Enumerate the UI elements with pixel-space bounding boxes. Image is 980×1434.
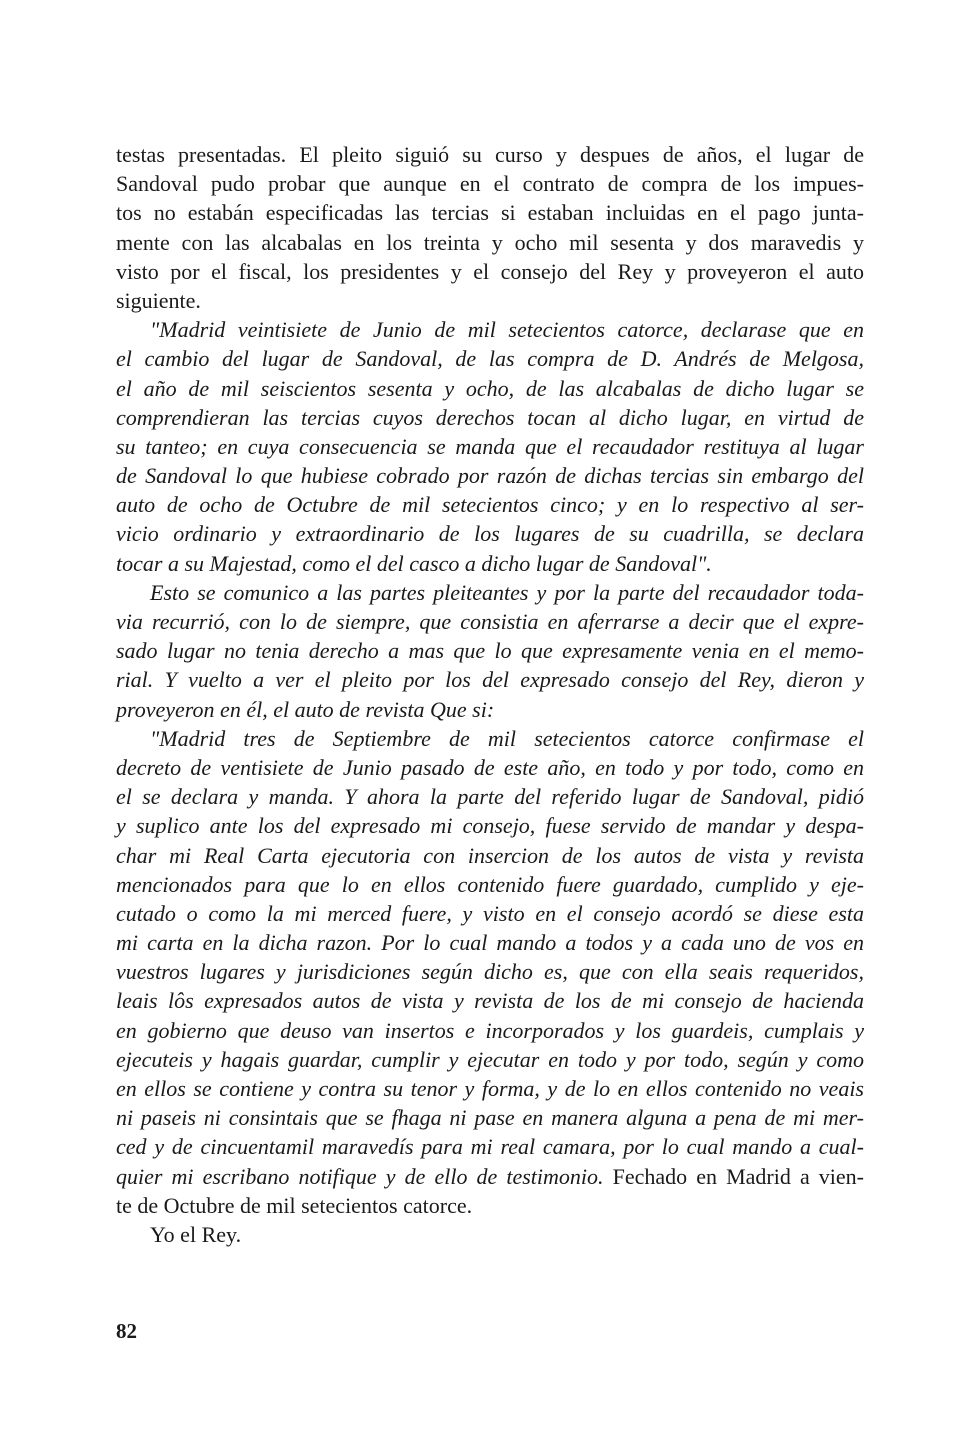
text-line: el año de mil seiscientos sesenta y ocho, de las alcabalas de dicho lugar se	[116, 375, 864, 401]
text-line: siguiente.	[116, 287, 201, 313]
text-line: en gobierno que deuso van insertos e incorporados y los guardeis, cumplais y	[116, 1017, 864, 1043]
text-line: comprendieran las tercias cuyos derechos tocan al dicho lugar, en virtud de	[116, 404, 864, 430]
text-line: Sandoval pudo probar que aunque en el contrato de compra de los impues-	[116, 171, 864, 197]
text-line: visto por el fiscal, los presidentes y el consejo del Rey y proveyeron el auto	[116, 258, 864, 284]
text-line-roman-part: Fechado en Madrid a vien-	[603, 1163, 864, 1189]
text-line: testas presentadas. El pleito siguió su curso y despues de años, el lugar de	[116, 142, 864, 167]
text-line: "Madrid tres de Septiembre de mil setecientos catorce confirmase el	[150, 725, 864, 751]
text-line: y suplico ante los del expresado mi consejo, fuese servido de mandar y despa-	[116, 813, 864, 839]
text-line: proveyeron en él, el auto de revista Que si:	[116, 696, 495, 722]
text-line: el se declara y manda. Y ahora la parte del referido lugar de Sandoval, pidió	[116, 784, 864, 810]
text-line: via recurrió, con lo de siempre, que consistia en aferrarse a decir que el expre-	[116, 609, 864, 634]
page-number: 82	[116, 1319, 137, 1343]
text-line: vicio ordinario y extraordinario de los lugares de su cuadrilla, se declara	[116, 521, 864, 547]
text-line: rial. Y vuelto a ver el pleito por los del expresado consejo del Rey, dieron y	[116, 667, 864, 693]
text-line: mi carta en la dicha razon. Por lo cual mando a todos y a cada uno de vos en	[116, 930, 864, 956]
text-line: su tanteo; en cuya consecuencia se manda que el recaudador restituya al lugar	[116, 433, 864, 459]
paragraph	[116, 724, 864, 1220]
text-line: decreto de ventisiete de Junio pasado de este año, en todo y por todo, como en	[116, 754, 864, 780]
text-line: ejecuteis y hagais guardar, cumplir y ejecutar en todo y por todo, según y como	[116, 1046, 864, 1072]
text-line: sado lugar no tenia derecho a mas que lo que expresamente venia en el memo-	[116, 638, 864, 664]
text-line: "Madrid veintisiete de Junio de mil setecientos catorce, declarase que en	[150, 317, 864, 343]
text-line: vuestros lugares y jurisdiciones según dicho es, que con ella seais requeridos,	[116, 959, 864, 985]
text-line: cutado o como la mi merced fuere, y visto en el consejo acordó se diese esta	[116, 900, 864, 926]
text-line: tocar a su Majestad, como el del casco a dicho lugar de Sandoval".	[116, 550, 712, 576]
text-line: Yo el Rey.	[150, 1221, 242, 1247]
text-line: en ellos se contiene y contra su tenor y forma, y de lo en ellos contenido no veais	[116, 1076, 864, 1101]
text-line: leais lôs expresados autos de vista y revista de los de mi consejo de hacienda	[116, 988, 864, 1014]
paragraph	[116, 578, 864, 724]
text-line: de Sandoval lo que hubiese cobrado por razón de dichas tercias sin embargo del	[116, 463, 864, 489]
text-line: mente con las alcabalas en los treinta y ocho mil sesenta y dos maravedis y	[116, 229, 864, 255]
text-line: auto de ocho de Octubre de mil setecientos cinco; y en lo respectivo al ser-	[116, 492, 864, 518]
text-line: ced y de cincuentamil maravedís para mi real camara, por lo cual mando a cual-	[116, 1134, 864, 1160]
paragraph	[116, 1220, 864, 1249]
text-line: tos no estabán especificadas las tercias si estaban incluidas en el pago junta-	[116, 200, 864, 226]
text-line: char mi Real Carta ejecutoria con insercion de los autos de vista y revista	[116, 842, 864, 868]
text-line	[116, 1162, 864, 1191]
paragraph	[116, 315, 864, 578]
text-line: mencionados para que lo en ellos contenido fuere guardado, cumplido y eje-	[116, 871, 864, 897]
text-line: Esto se comunico a las partes pleiteantes y por la parte del recaudador toda-	[150, 579, 864, 605]
body-text	[116, 140, 864, 1249]
text-line: te de Octubre de mil setecientos catorce.	[116, 1192, 473, 1218]
text-line-italic-part: quier mi escribano notifique y de ello de testimonio.	[116, 1163, 604, 1189]
paragraph	[116, 140, 864, 315]
text-line: el cambio del lugar de Sandoval, de las compra de D. Andrés de Melgosa,	[116, 346, 864, 372]
text-line: ni paseis ni consintais que se fhaga ni pase en manera alguna a pena de mi mer-	[116, 1105, 864, 1131]
